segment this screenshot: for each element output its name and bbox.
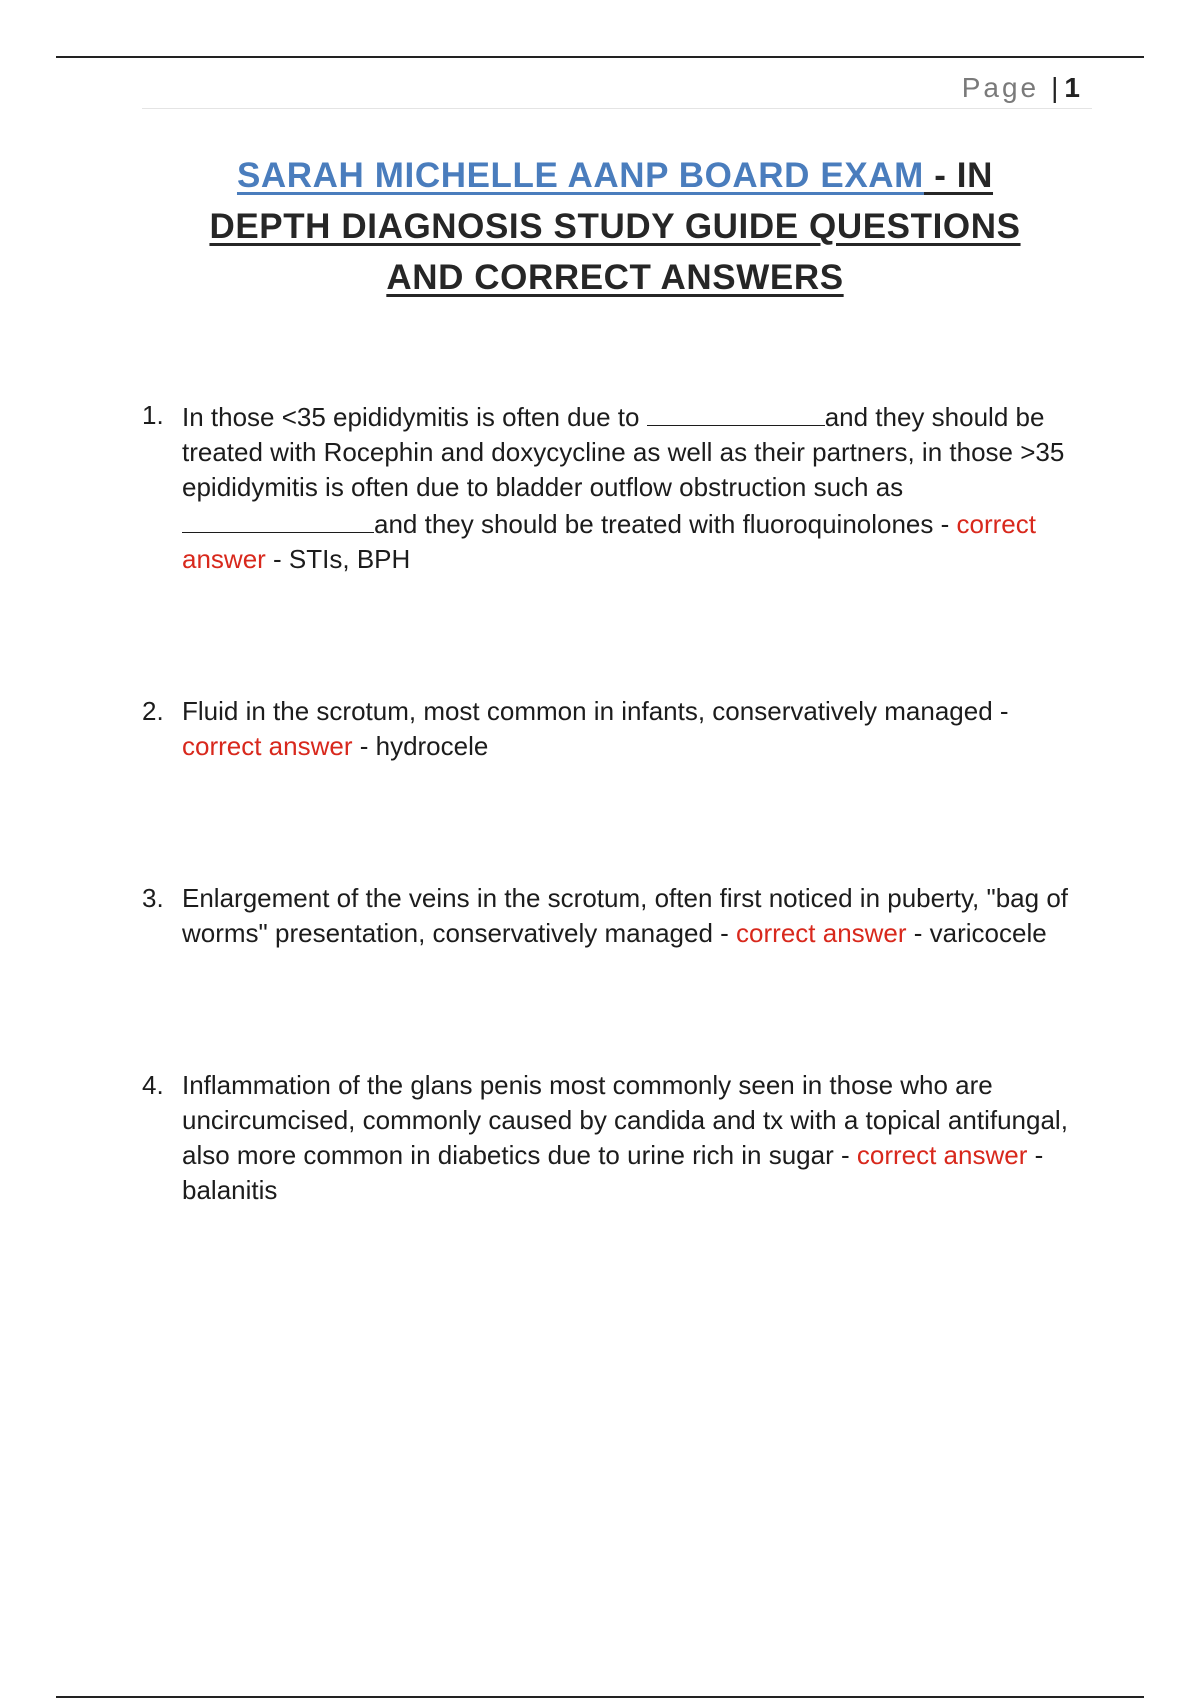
top-rule (56, 56, 1144, 58)
bottom-rule (56, 1696, 1144, 1698)
answer-blank (182, 505, 374, 533)
answer-text: - varicocele (906, 918, 1047, 948)
title-line-2: DEPTH DIAGNOSIS STUDY GUIDE QUESTIONS (209, 207, 1021, 246)
question-text: Inflammation of the glans penis most commonly seen in those who are uncircumcised, commonly caused by candida and tx with a topical antifungal, also more common in diabetics due to urine rich in sugar - (182, 1070, 1068, 1170)
question-number: 3. (142, 883, 164, 913)
question-text: and they should be treated with fluoroquinolones - (374, 509, 957, 539)
answer-blank (647, 398, 825, 426)
question-text: Fluid in the scrotum, most common in infants, conservatively managed - (182, 696, 1009, 726)
title-highlight: SARAH MICHELLE AANP BOARD EXAM (236, 156, 924, 195)
question-4 (142, 1068, 1082, 1208)
page-separator: | (1051, 72, 1059, 103)
question-3 (142, 881, 1082, 951)
answer-label: correct answer (736, 918, 907, 948)
question-text: and they should be treated with Rocephin and doxycycline as well as their partners, in those >35 epididymitis is often due to bladder outflow obstruction such as (182, 402, 1065, 502)
question-1 (142, 398, 1082, 577)
question-text: Enlargement of the veins in the scrotum, often first noticed in puberty, "bag of worms" presentation, conservatively managed - (182, 883, 1069, 948)
document-title (120, 150, 1110, 303)
page-label: Page (961, 72, 1040, 103)
answer-label: correct answer (182, 509, 1036, 574)
title-rest: - IN (923, 156, 994, 195)
question-2 (142, 694, 1082, 764)
question-number: 1. (142, 400, 164, 430)
answer-text: - hydrocele (352, 731, 489, 761)
answer-label: correct answer (182, 731, 353, 761)
title-line-3: AND CORRECT ANSWERS (386, 258, 844, 297)
answer-text: - STIs, BPH (265, 544, 411, 574)
question-text: In those <35 epididymitis is often due to (182, 402, 647, 432)
title-line-1 (120, 150, 1110, 201)
answer-label: correct answer (856, 1140, 1028, 1170)
page-number: 1 (1064, 72, 1080, 103)
answer-text: - balanitis (182, 1140, 1044, 1205)
question-list (142, 398, 1082, 1325)
question-number: 2. (142, 696, 164, 726)
question-number: 4. (142, 1070, 164, 1100)
page-header (142, 68, 1092, 109)
